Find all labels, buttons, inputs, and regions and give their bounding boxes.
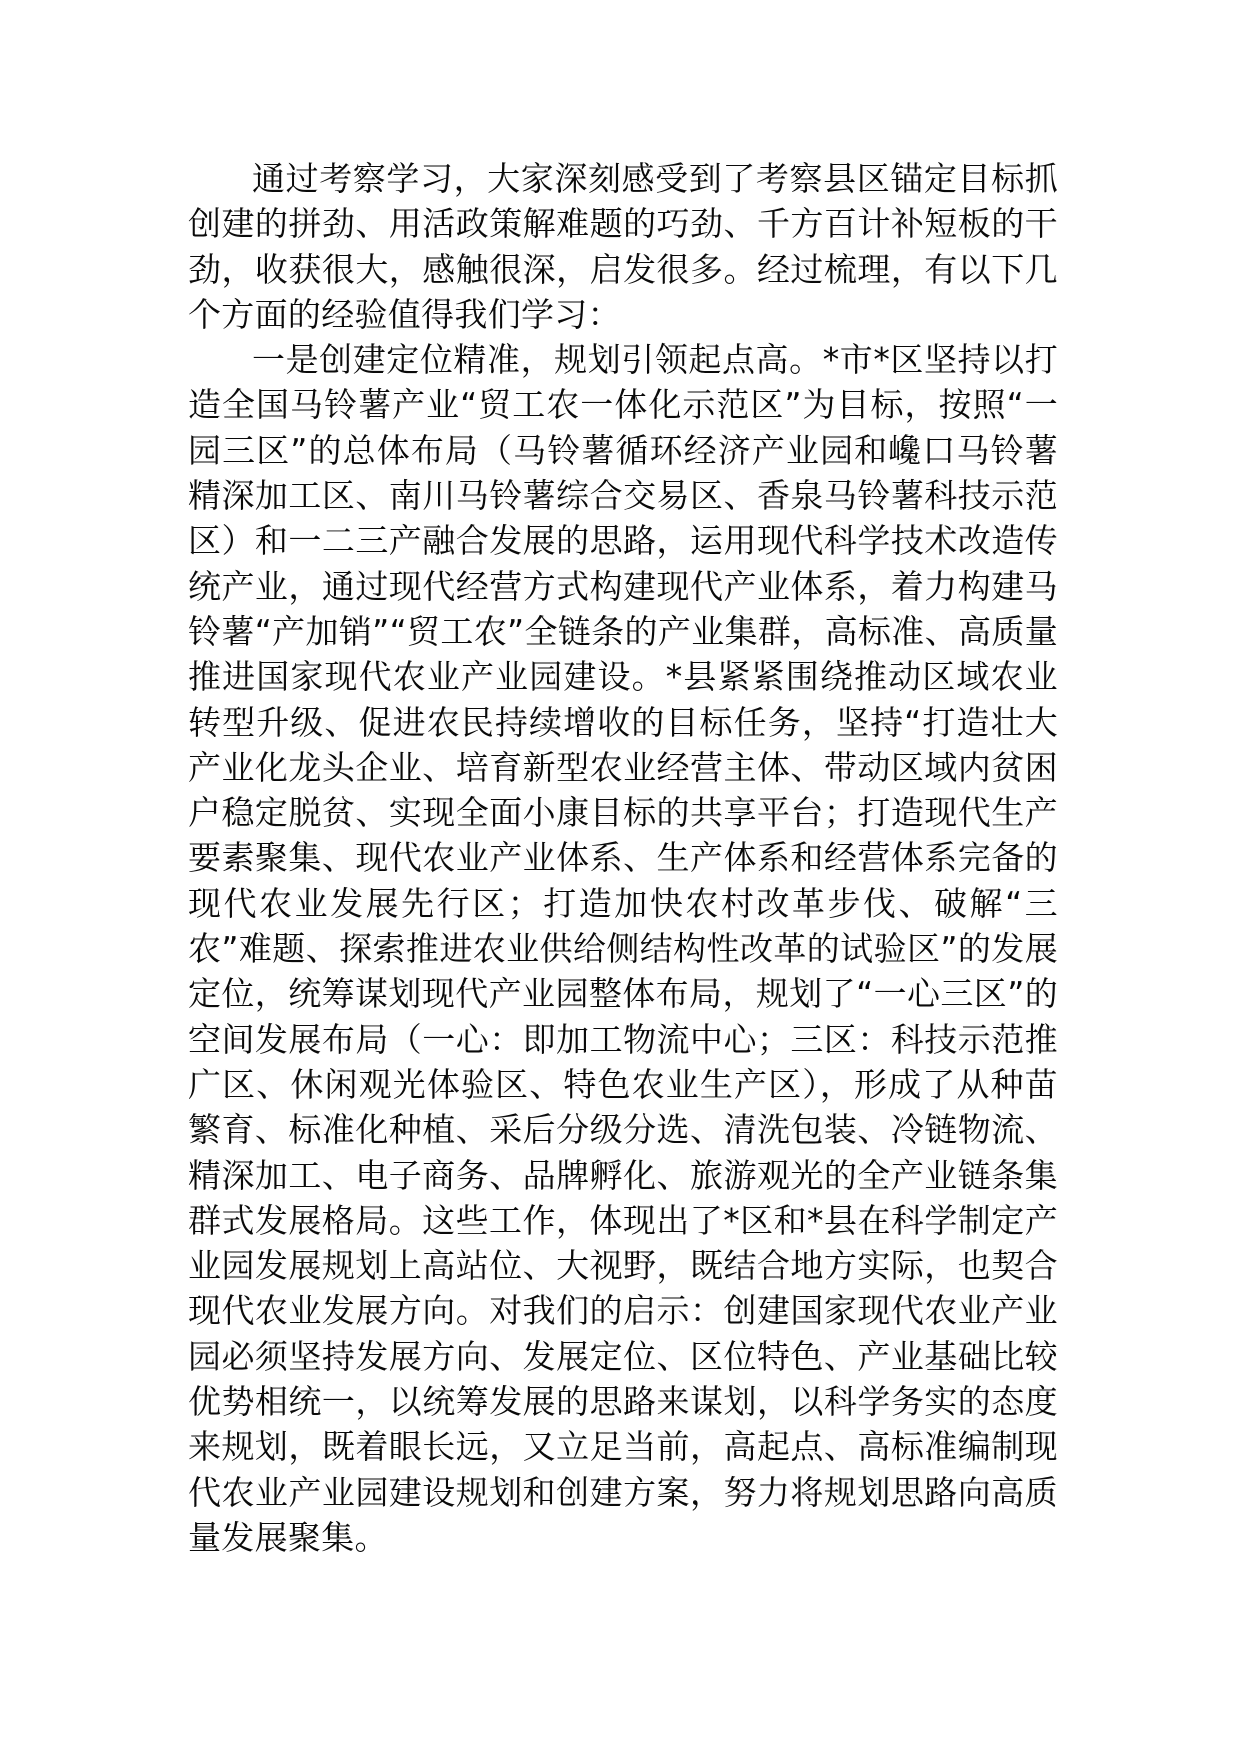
document-body [188,156,1058,1560]
paragraph-point-one: 一是创建定位精准，规划引领起点高。*市*区坚持以打造全国马铃薯产业“贸工农一体化示范区”为目标，按照“一园三区”的总体布局（马铃薯循环经济产业园和巉口马铃薯精深加工区、南川马铃薯综合交易区、香泉马铃薯科技示范区）和一二三产融合发展的思路，运用现代科学技术改造传统产业，通过现代经营方式构建现代产业体系，着力构建马铃薯“产加销”“贸工农”全链条的产业集群，高标准、高质量推进国家现代农业产业园建设。*县紧紧围绕推动区域农业转型升级、促进农民持续增收的目标任务，坚持“打造壮大产业化龙头企业、培育新型农业经营主体、带动区域内贫困户稳定脱贫、实现全面小康目标的共享平台；打造现代生产要素聚集、现代农业产业体系、生产体系和经营体系完备的现代农业发展先行区；打造加快农村改革步伐、破解“三农”难题、探索推进农业供给侧结构性改革的试验区”的发展定位，统筹谋划现代产业园整体布局，规划了“一心三区”的空间发展布局（一心：即加工物流中心；三区：科技示范推广区、休闲观光体验区、特色农业生产区），形成了从种苗繁育、标准化种植、采后分级分选、清洗包装、冷链物流、精深加工、电子商务、品牌孵化、旅游观光的全产业链条集群式发展格局。这些工作，体现出了*区和*县在科学制定产业园发展规划上高站位、大视野，既结合地方实际，也契合现代农业发展方向。对我们的启示：创建国家现代农业产业园必须坚持发展方向、发展定位、区位特色、产业基础比较优势相统一，以统筹发展的思路来谋划，以科学务实的态度来规划，既着眼长远，又立足当前，高起点、高标准编制现代农业产业园建设规划和创建方案，努力将规划思路向高质量发展聚集。 [188,340,1058,1557]
paragraph-intro: 通过考察学习，大家深刻感受到了考察县区锚定目标抓创建的拼劲、用活政策解难题的巧劲、千方百计补短板的干劲，收获很大，感触很深，启发很多。经过梳理，有以下几个方面的经验值得我们学习： [188,159,1058,334]
